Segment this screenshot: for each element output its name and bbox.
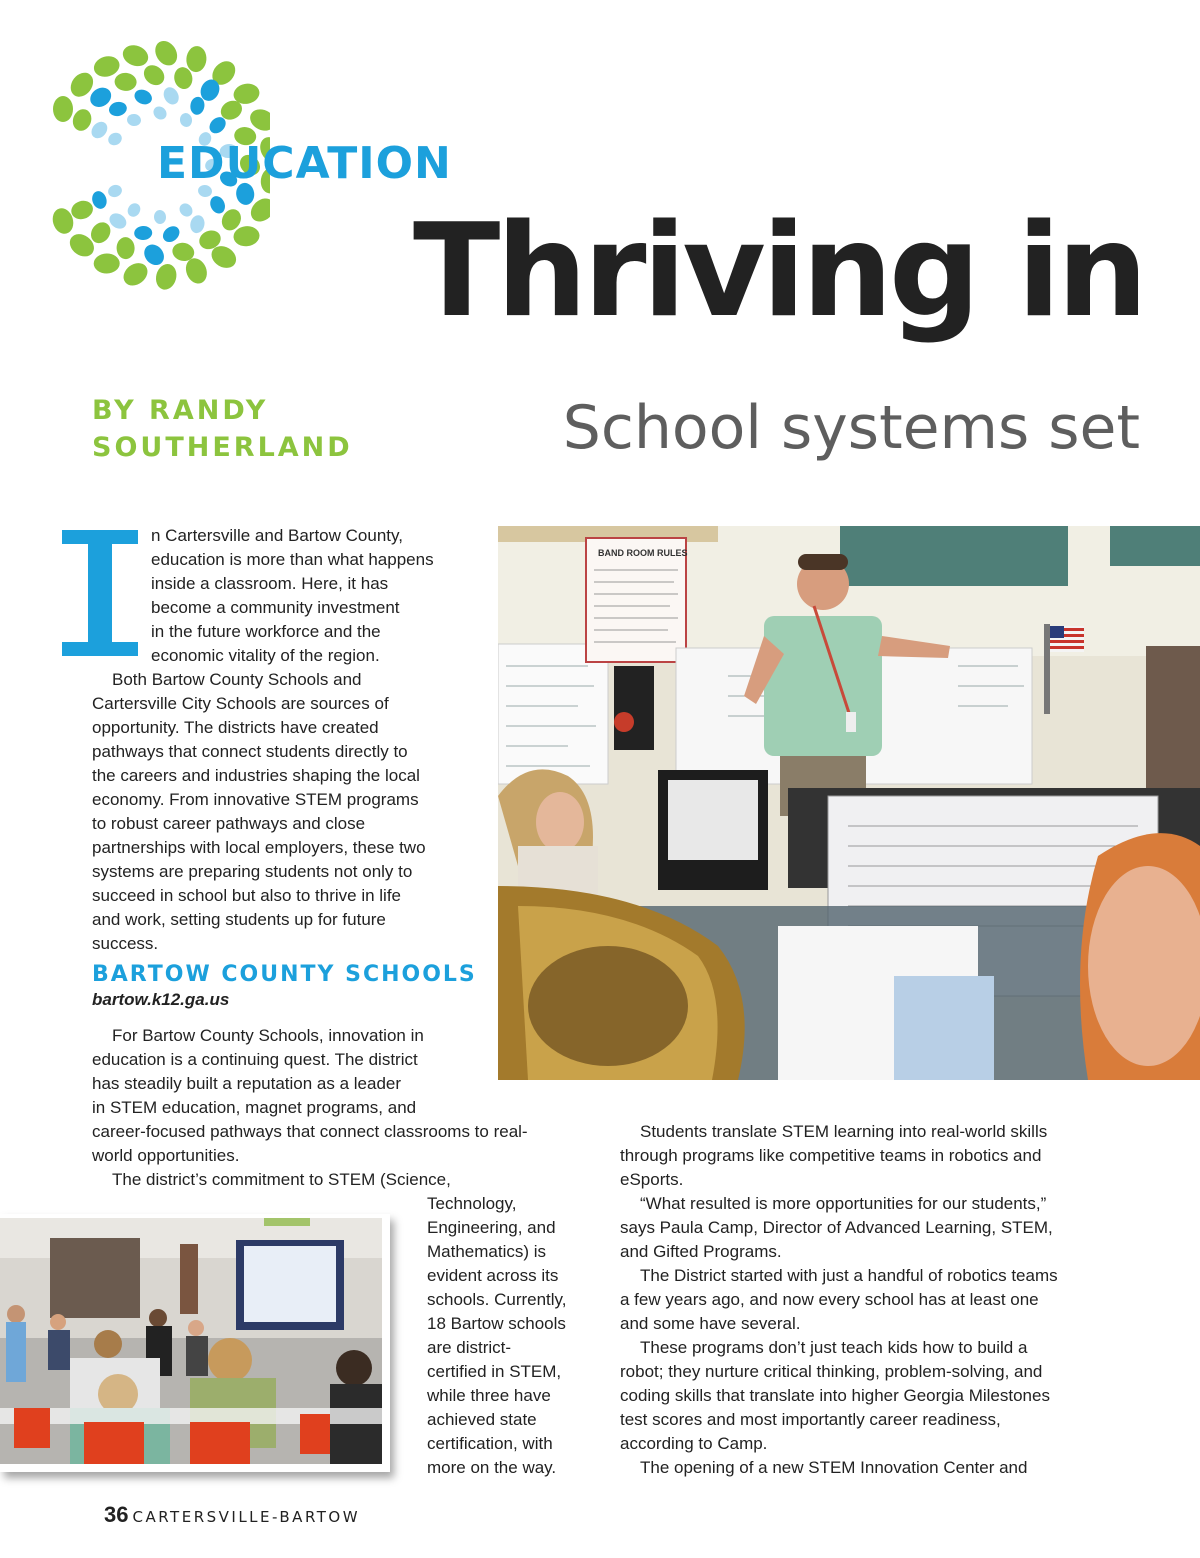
leaf-shape [154, 210, 167, 225]
magazine-name: CARTERSVILLE-BARTOW [132, 1508, 361, 1526]
leaf-shape [120, 42, 151, 70]
body-line: more on the way. [427, 1458, 557, 1477]
body-line: succeed in school but also to thrive in life [92, 886, 402, 905]
leaf-shape [125, 201, 143, 219]
body-line: and Gifted Programs. [620, 1242, 782, 1261]
body-line: in STEM education, magnet programs, and [92, 1098, 417, 1117]
intro-line: in the future workforce and the [151, 622, 381, 641]
small-photo-frame [0, 1214, 390, 1472]
leaf-shape [114, 72, 137, 91]
leaf-shape [185, 45, 207, 73]
leaf-shape [88, 119, 110, 142]
byline-line-2: SOUTHERLAND [92, 432, 353, 463]
leaf-shape [94, 253, 120, 273]
body-line: For Bartow County Schools, innovation in [112, 1026, 424, 1045]
leaf-shape [161, 85, 182, 108]
body-line: test scores and most importantly career readiness, [620, 1410, 1001, 1429]
body-line: through programs like competitive teams in robotics and [620, 1146, 1042, 1165]
leaf-shape [69, 198, 95, 222]
body-line: Engineering, and [427, 1218, 556, 1237]
body-line: the careers and industries shaping the local [92, 766, 420, 785]
body-line: The opening of a new STEM Innovation Center and [640, 1458, 1028, 1477]
intro-paragraph [151, 524, 481, 668]
body-line: world opportunities. [92, 1146, 240, 1165]
leaf-shape [208, 194, 228, 216]
leaf-shape [153, 262, 179, 292]
body-line: The district’s commitment to STEM (Science, [112, 1170, 451, 1189]
intro-line: inside a classroom. Here, it has [151, 574, 389, 593]
body-line: Students translate STEM learning into real-world skills [640, 1122, 1048, 1141]
leaf-shape [53, 96, 73, 122]
body-line: certification, with [427, 1434, 553, 1453]
intro-paragraph-2 [92, 668, 492, 956]
leaf-shape [119, 258, 152, 290]
body-line: 18 Bartow schools [427, 1314, 566, 1333]
leaf-shape [189, 96, 205, 116]
page-footer [104, 1502, 360, 1528]
byline [92, 392, 353, 466]
body-line: while three have [427, 1386, 551, 1405]
body-line: Cartersville City Schools are sources of [92, 694, 389, 713]
body-line: schools. Currently, [427, 1290, 567, 1309]
classroom-meeting-photo [0, 1218, 382, 1464]
leaf-shape [106, 130, 124, 147]
section-heading: BARTOW COUNTY SCHOOLS [92, 962, 477, 987]
leaf-shape [140, 61, 168, 89]
body-line: has steadily built a reputation as a leader [92, 1074, 402, 1093]
body-line: success. [92, 934, 159, 953]
body-line: Both Bartow County Schools and [112, 670, 362, 689]
body-line: are district- [427, 1338, 512, 1357]
body-line: evident across its [427, 1266, 559, 1285]
band-classroom-photo [498, 526, 1200, 1080]
body-line: coding skills that translate into higher Georgia Milestones [620, 1386, 1050, 1405]
body-line: and work, setting students up for future [92, 910, 386, 929]
leaf-shape [106, 183, 123, 199]
body-line: Mathematics) is [427, 1242, 547, 1261]
byline-line-1: BY RANDY [92, 395, 269, 426]
body-line: economy. From innovative STEM programs [92, 790, 419, 809]
body-line: Technology, [427, 1194, 517, 1213]
intro-line: education is more than what happens [151, 550, 434, 569]
leaf-shape [70, 107, 94, 134]
leaf-shape [177, 201, 195, 219]
body-line: eSports. [620, 1170, 684, 1189]
intro-line: n Cartersville and Bartow County, [151, 526, 403, 545]
article-headline: Thriving in [412, 197, 1144, 346]
section-label: EDUCATION [157, 138, 452, 189]
body-line: to robust career pathways and close [92, 814, 366, 833]
leaf-shape [134, 226, 153, 241]
page-number: 36 [104, 1502, 129, 1527]
body-line: career-focused pathways that connect classrooms to real- [92, 1122, 528, 1141]
leaf-shape [108, 100, 129, 118]
article-subheadline: School systems set [562, 393, 1140, 463]
body-line: The District started with just a handful of robotics teams [640, 1266, 1058, 1285]
body-line: a few years ago, and now every school has at least one [620, 1290, 1039, 1309]
leaf-shape [132, 87, 154, 107]
intro-line: become a community investment [151, 598, 400, 617]
leaf-shape [151, 104, 169, 122]
body-line: achieved state [427, 1410, 537, 1429]
body-line: pathways that connect students directly to [92, 742, 408, 761]
body-line: says Paula Camp, Director of Advanced Learning, STEM, [620, 1218, 1053, 1237]
band-room-rules-text: BAND ROOM RULES [598, 548, 688, 558]
drop-cap-letter [62, 530, 138, 656]
leaf-shape [233, 225, 261, 248]
body-line: and some have several. [620, 1314, 801, 1333]
body-line: partnerships with local employers, these two [92, 838, 426, 857]
bartow-paragraph-2-wrap [427, 1192, 597, 1480]
leaf-shape [189, 214, 207, 235]
body-line: robot; they nurture critical thinking, problem-solving, and [620, 1362, 1043, 1381]
intro-line: economic vitality of the region. [151, 646, 380, 665]
body-line: education is a continuing quest. The district [92, 1050, 418, 1069]
section-url: bartow.k12.ga.us [92, 990, 230, 1009]
leaf-shape [116, 237, 135, 260]
body-line: according to Camp. [620, 1434, 768, 1453]
right-column-text [620, 1120, 1140, 1480]
leaf-shape [151, 37, 182, 70]
body-line: certified in STEM, [427, 1362, 562, 1381]
body-line: opportunity. The districts have created [92, 718, 379, 737]
leaf-shape [126, 113, 141, 127]
body-line: These programs don’t just teach kids how to build a [640, 1338, 1028, 1357]
leaf-shape [160, 223, 183, 245]
leaf-shape [140, 241, 168, 269]
body-line: systems are preparing students not only to [92, 862, 413, 881]
body-line: “What resulted is more opportunities for our students,” [640, 1194, 1047, 1213]
leaf-shape [179, 112, 193, 128]
